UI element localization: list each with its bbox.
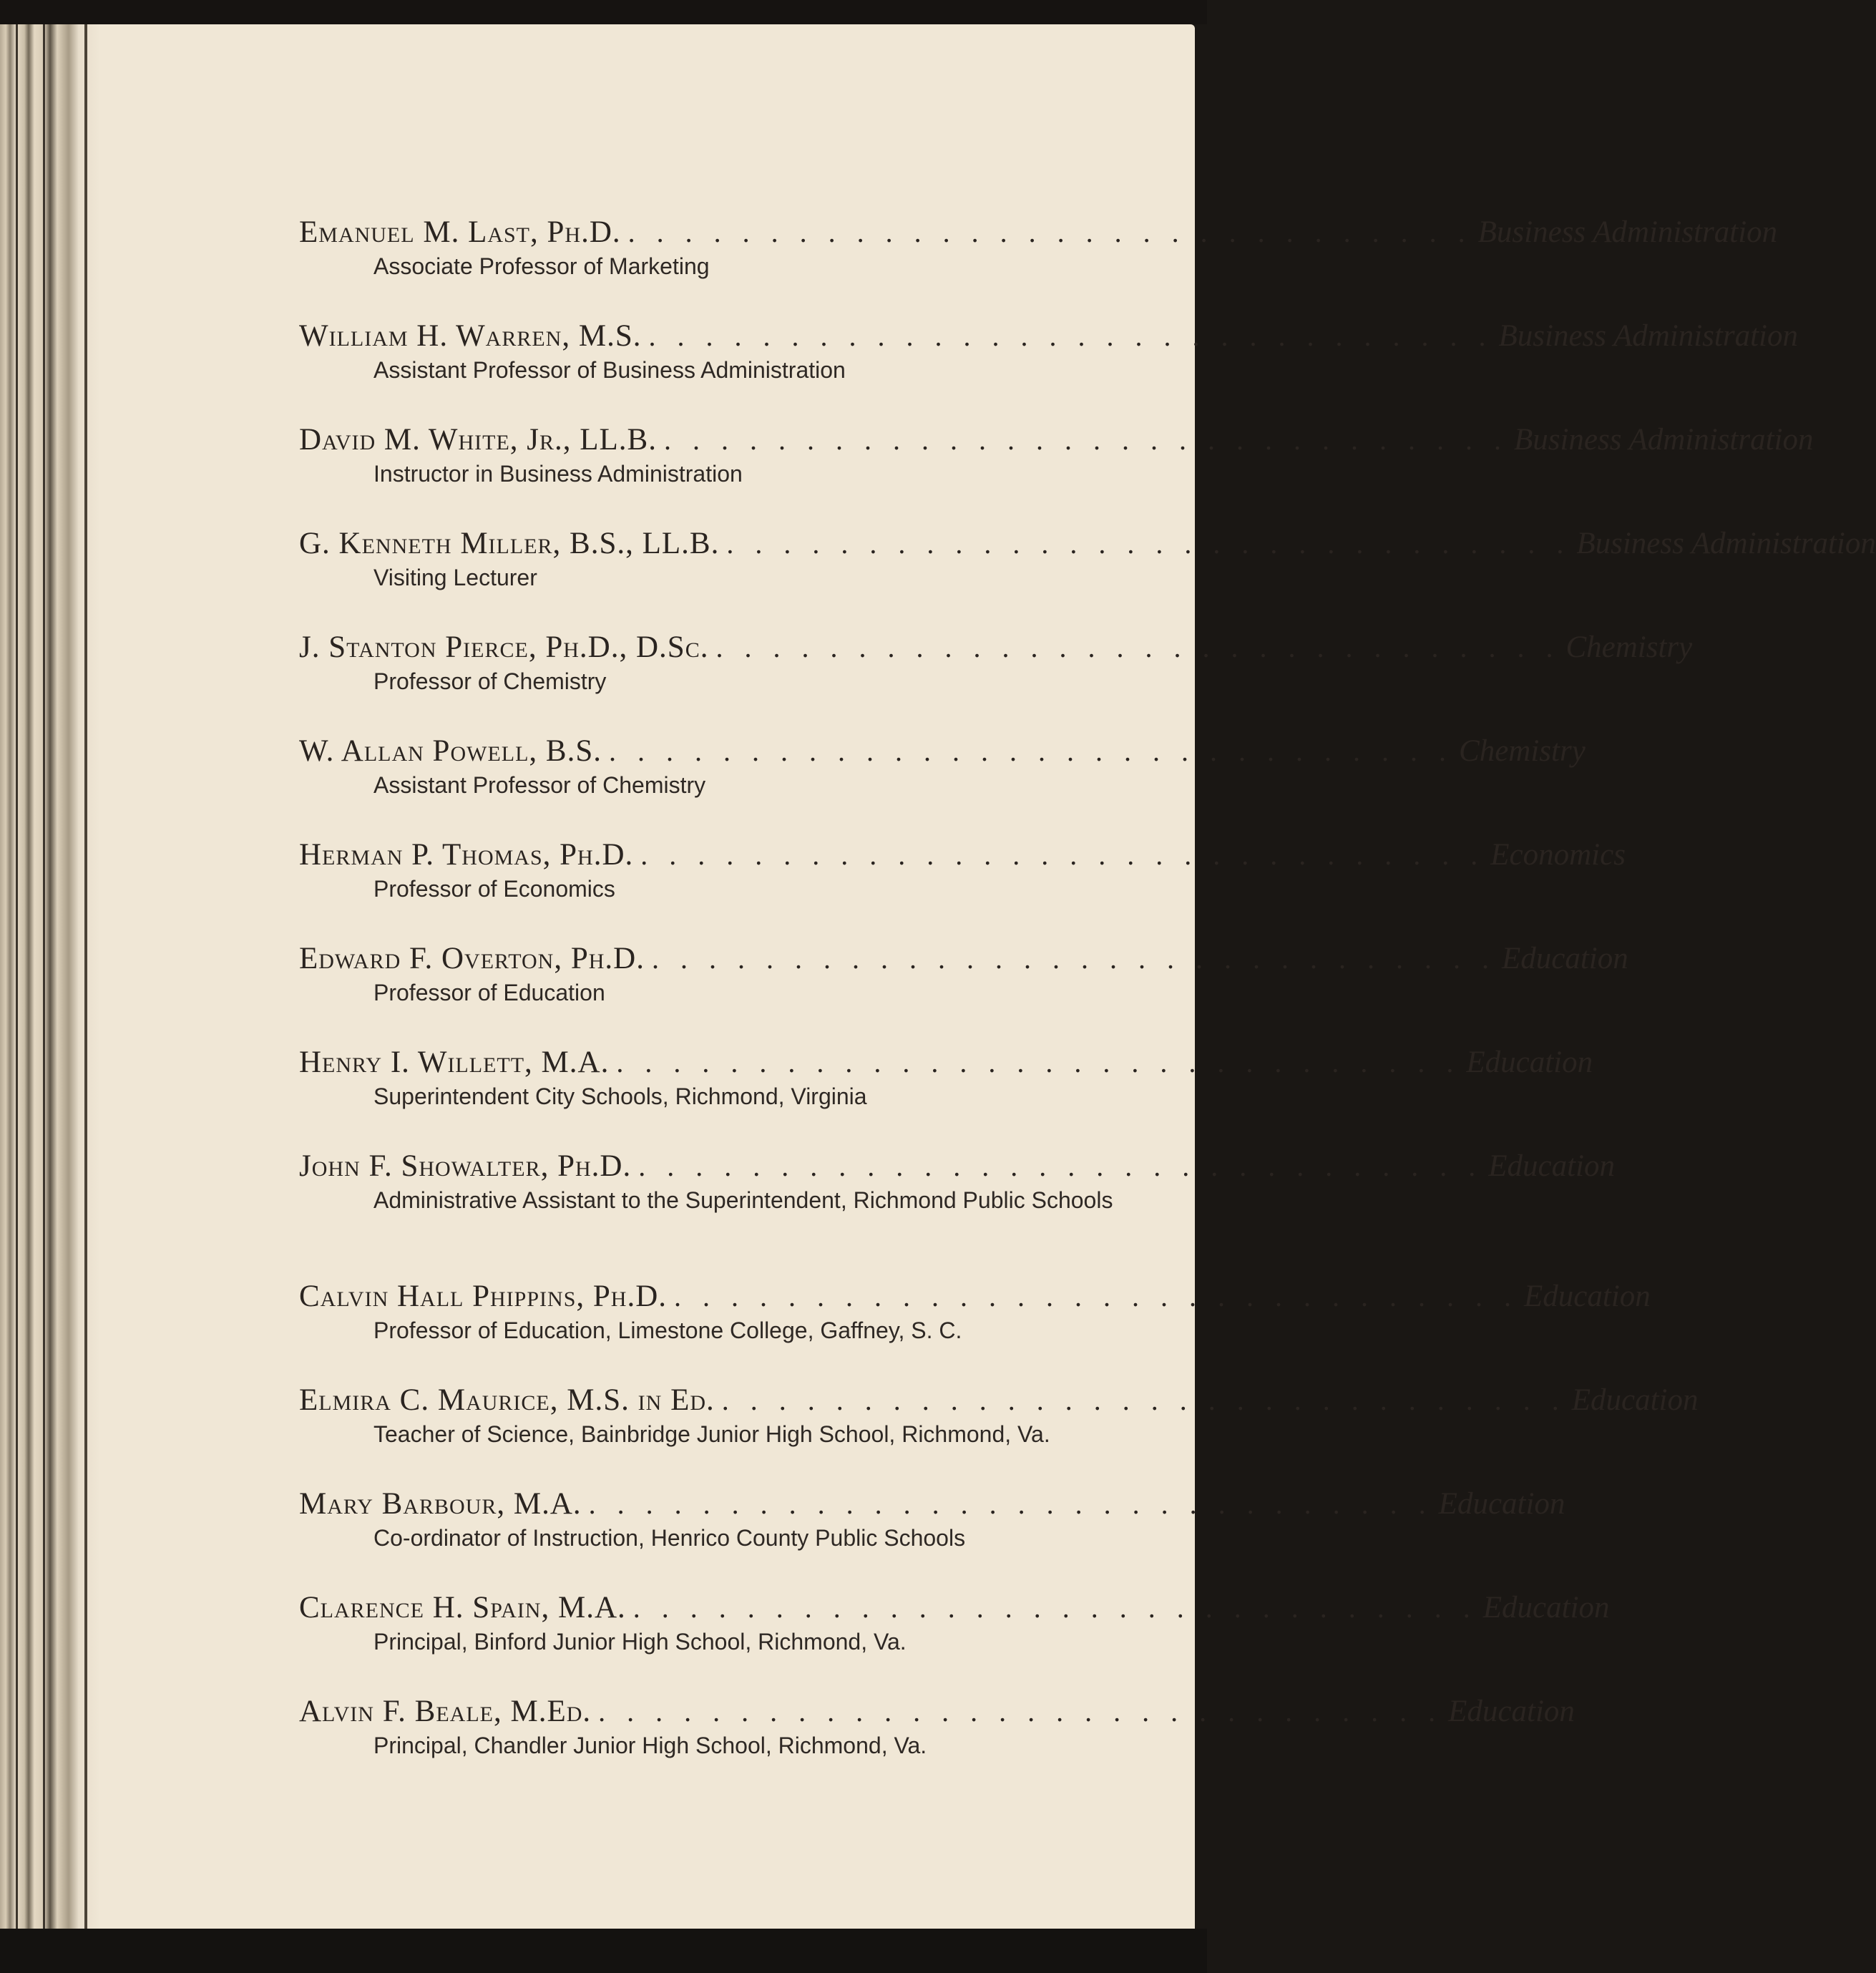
faculty-name: Alvin F. Beale, M.Ed.	[299, 1695, 592, 1728]
dot-leader: . . . . . . . . . . . . . . . . . . . . . . . . . . . . . .	[638, 1150, 1483, 1182]
faculty-name: William H. Warren, M.S.	[299, 319, 642, 353]
dot-leader: . . . . . . . . . . . . . . . . . . . . . . . . . . . . . .	[648, 320, 1493, 352]
binding-crease	[43, 24, 45, 1929]
faculty-name: W. Allan Powell, B.S.	[299, 734, 602, 768]
faculty-entry	[299, 1694, 1575, 1798]
department: Education	[1482, 1591, 1610, 1624]
dot-leader: . . . . . . . . . . . . . . . . . . . . . . . . . . . . . .	[609, 735, 1454, 767]
dot-leader: . . . . . . . . . . . . . . . . . . . . . . . . . . . . . .	[715, 631, 1560, 663]
faculty-title: Co-ordinator of Instruction, Henrico County Public Schools	[373, 1525, 966, 1551]
entry-heading	[299, 941, 1628, 978]
department: Education	[1466, 1046, 1593, 1079]
faculty-name: Elmira C. Maurice, M.S. in Ed.	[299, 1383, 715, 1417]
dot-leader: . . . . . . . . . . . . . . . . . . . . . . . . . . . . . .	[726, 527, 1571, 560]
faculty-title: Professor of Education, Limestone College, Gaffney, S. C.	[373, 1317, 962, 1343]
dot-leader: . . . . . . . . . . . . . . . . . . . . . . . . . . . . . .	[598, 1695, 1443, 1728]
scan-border-top	[0, 0, 1207, 24]
faculty-title: Assistant Professor of Business Administration	[373, 357, 846, 383]
faculty-name: Henry I. Willett, M.A.	[299, 1046, 610, 1079]
faculty-entry	[299, 1486, 1565, 1590]
faculty-name: Mary Barbour, M.A.	[299, 1487, 582, 1521]
faculty-title: Administrative Assistant to the Superintendent, Richmond Public Schools	[373, 1187, 1113, 1213]
dot-leader: . . . . . . . . . . . . . . . . . . . . . . . . . . . . . .	[674, 1280, 1519, 1312]
department: Business Administration	[1498, 319, 1798, 353]
dot-leader: . . . . . . . . . . . . . . . . . . . . . . . . . . . . . .	[616, 1046, 1461, 1078]
department: Business Administration	[1513, 423, 1814, 457]
entry-heading	[299, 1045, 1593, 1082]
faculty-title: Teacher of Science, Bainbridge Junior High School, Richmond, Va.	[373, 1421, 1050, 1447]
entry-heading	[299, 1149, 1615, 1186]
dot-leader: . . . . . . . . . . . . . . . . . . . . . . . . . . . . . .	[627, 216, 1472, 248]
faculty-list	[299, 215, 1876, 1798]
department: Economics	[1490, 838, 1626, 872]
entry-heading	[299, 215, 1778, 252]
faculty-entry	[299, 837, 1626, 941]
entry-heading	[299, 422, 1814, 459]
faculty-name: G. Kenneth Miller, B.S., LL.B.	[299, 527, 720, 560]
faculty-name: David M. White, Jr., LL.B.	[299, 423, 657, 457]
faculty-entry	[299, 734, 1586, 837]
entry-heading	[299, 1383, 1699, 1420]
department: Education	[1438, 1487, 1565, 1521]
faculty-entry	[299, 526, 1876, 630]
dot-leader: . . . . . . . . . . . . . . . . . . . . . . . . . . . . . .	[721, 1384, 1566, 1416]
faculty-entry	[299, 630, 1693, 734]
faculty-name: J. Stanton Pierce, Ph.D., D.Sc.	[299, 630, 709, 664]
faculty-title: Principal, Chandler Junior High School, Richmond, Va.	[373, 1733, 927, 1758]
faculty-title: Professor of Education	[373, 980, 605, 1005]
faculty-entry	[299, 215, 1778, 318]
faculty-entry	[299, 1149, 1615, 1279]
faculty-entry	[299, 318, 1798, 422]
binding-crease	[84, 24, 87, 1929]
faculty-name: Emanuel M. Last, Ph.D.	[299, 215, 621, 249]
entry-heading	[299, 1694, 1575, 1731]
faculty-name: Edward F. Overton, Ph.D.	[299, 942, 645, 975]
department: Education	[1524, 1280, 1651, 1313]
entry-heading	[299, 1486, 1565, 1524]
faculty-title: Professor of Economics	[373, 876, 615, 902]
entry-heading	[299, 1590, 1610, 1627]
faculty-entry	[299, 941, 1628, 1045]
faculty-entry	[299, 1279, 1651, 1383]
entry-heading	[299, 837, 1626, 875]
department: Education	[1501, 942, 1628, 975]
faculty-title: Instructor in Business Administration	[373, 461, 743, 487]
binding-crease	[16, 24, 18, 1929]
department: Education	[1571, 1383, 1699, 1417]
entry-heading	[299, 318, 1798, 356]
faculty-name: Herman P. Thomas, Ph.D.	[299, 838, 634, 872]
department: Business Administration	[1477, 215, 1778, 249]
dot-leader: . . . . . . . . . . . . . . . . . . . . . . . . . . . . . .	[663, 424, 1508, 456]
entry-heading	[299, 630, 1693, 667]
dot-leader: . . . . . . . . . . . . . . . . . . . . . . . . . . . . . .	[640, 839, 1485, 871]
faculty-title: Assistant Professor of Chemistry	[373, 772, 706, 798]
faculty-name: Calvin Hall Phippins, Ph.D.	[299, 1280, 668, 1313]
entry-heading	[299, 526, 1876, 563]
faculty-entry	[299, 1590, 1610, 1694]
department: Education	[1448, 1695, 1575, 1728]
faculty-entry	[299, 1383, 1699, 1486]
scan-border-bottom	[0, 1929, 1207, 1973]
dot-leader: . . . . . . . . . . . . . . . . . . . . . . . . . . . . . .	[651, 942, 1496, 975]
faculty-title: Superintendent City Schools, Richmond, Virginia	[373, 1083, 867, 1109]
department: Business Administration	[1576, 527, 1876, 560]
faculty-title: Professor of Chemistry	[373, 668, 607, 694]
faculty-entry	[299, 1045, 1593, 1149]
dot-leader: . . . . . . . . . . . . . . . . . . . . . . . . . . . . . .	[588, 1488, 1433, 1520]
faculty-title: Principal, Binford Junior High School, Richmond, Va.	[373, 1629, 907, 1655]
entry-heading	[299, 734, 1586, 771]
faculty-name: Clarence H. Spain, M.A.	[299, 1591, 626, 1624]
dot-leader: . . . . . . . . . . . . . . . . . . . . . . . . . . . . . .	[632, 1592, 1477, 1624]
department: Education	[1488, 1149, 1615, 1183]
faculty-entry	[299, 422, 1814, 526]
faculty-title: Associate Professor of Marketing	[373, 253, 710, 279]
department: Chemistry	[1459, 734, 1586, 768]
faculty-title: Visiting Lecturer	[373, 565, 537, 590]
faculty-name: John F. Showalter, Ph.D.	[299, 1149, 632, 1183]
entry-heading	[299, 1279, 1651, 1316]
department: Chemistry	[1565, 630, 1693, 664]
